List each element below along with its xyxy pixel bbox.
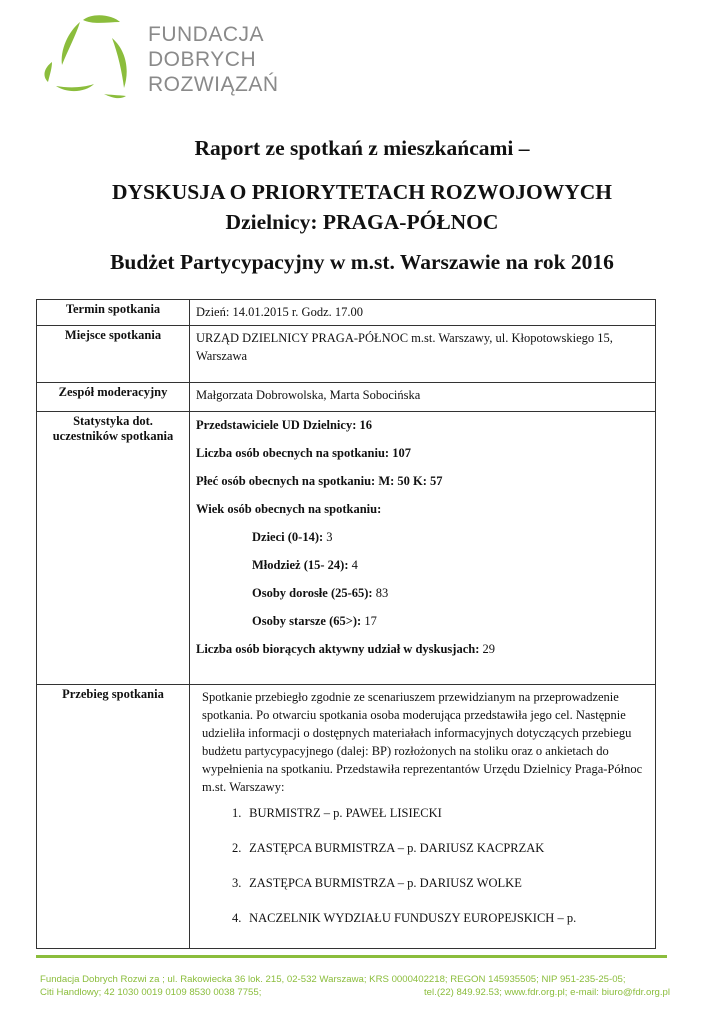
representatives-list (232, 804, 650, 927)
list-item (232, 839, 650, 857)
report-title: Raport ze spotkań z mieszkańcami – (194, 136, 530, 160)
table-row-termin (37, 300, 656, 326)
stat-aktywni-label: Liczba osób biorących aktywny udział w dyskusjach: (196, 642, 480, 656)
stat-wiek-heading: Wiek osób obecnych na spotkaniu: (196, 502, 382, 516)
stat-dorosle (252, 584, 650, 602)
list-item-text: ZASTĘPCA BURMISTRZA – p. DARIUSZ WOLKE (249, 876, 522, 890)
termin-value: Dzień: 14.01.2015 r. Godz. 17.00 (190, 300, 656, 326)
stat-starsze-value: 17 (361, 614, 377, 628)
zespol-value: Małgorzata Dobrowolska, Marta Sobocińska (190, 383, 656, 412)
miejsce-label: Miejsce spotkania (37, 326, 190, 383)
stat-plec: Płeć osób obecnych na spotkaniu: M: 50 K: 57 (196, 474, 443, 488)
footer (40, 973, 670, 999)
stat-mlodziez-value: 4 (348, 558, 358, 572)
miejsce-value: URZĄD DZIELNICY PRAGA-PÓŁNOC m.st. Warszawy, ul. Kłopotowskiego 15, Warszawa (190, 326, 656, 383)
report-title-block (0, 136, 724, 275)
district-title: Dzielnicy: PRAGA-PÓŁNOC (225, 210, 499, 234)
stat-dorosle-label: Osoby dorosłe (25-65): (252, 586, 373, 600)
foundation-logo (38, 10, 288, 105)
list-item-number: 3. (232, 876, 242, 890)
stat-dzieci-value: 3 (323, 530, 333, 544)
logo-line-1: FUNDACJA (148, 23, 265, 46)
statystyka-value (190, 412, 656, 685)
list-item-number: 2. (232, 841, 242, 855)
stat-przedstawiciele: Przedstawiciele UD Dzielnicy: 16 (196, 418, 372, 432)
footer-row-2 (40, 986, 670, 999)
budget-title: Budżet Partycypacyjny w m.st. Warszawie na rok 2016 (110, 250, 614, 274)
stat-dzieci (252, 528, 650, 546)
zespol-label: Zespół moderacyjny (37, 383, 190, 412)
stat-mlodziez-label: Młodzież (15- 24): (252, 558, 349, 572)
list-item-text: ZASTĘPCA BURMISTRZA – p. DARIUSZ KACPRZAK (249, 841, 545, 855)
list-item-text: NACZELNIK WYDZIAŁU FUNDUSZY EUROPEJSKICH – p. (249, 911, 577, 925)
logo-leaves-icon (38, 10, 138, 105)
discussion-title: DYSKUSJA O PRIORYTETACH ROZWOJOWYCH (112, 180, 612, 204)
logo-line-3: ROZWIĄZAŃ (148, 73, 279, 96)
list-item-number: 1. (232, 806, 242, 820)
footer-divider (36, 955, 667, 958)
list-item-number: 4. (232, 911, 242, 925)
list-item (232, 909, 650, 927)
table-row-miejsce (37, 326, 656, 383)
przebieg-text: Spotkanie przebiegło zgodnie ze scenariuszem przewidzianym na przeprowadzenie spotkania. Po otwarciu spotkania osoba moderująca przedstawiła jego cel. Następnie udzieliła informacji o dostępnych materiałach informacyjnych dotyczących przebiegu budżetu partycypacyjnego (dalej: BP) rozłożonych na stoliku oraz o ankietach do wypełnienia na spotkaniu. Przedstawiła reprezentantów Urzędu Dzielnicy Praga-Północ m.st. Warszawy: (202, 690, 643, 794)
stat-aktywni (196, 640, 650, 658)
termin-label: Termin spotkania (37, 300, 190, 326)
table-row-zespol (37, 383, 656, 412)
list-item (232, 874, 650, 892)
report-table (36, 299, 656, 949)
stat-aktywni-value: 29 (479, 642, 495, 656)
stat-mlodziez (252, 556, 650, 574)
table-row-statystyka (37, 412, 656, 685)
przebieg-value (190, 685, 656, 949)
footer-contact: tel.(22) 849.92.53; www.fdr.org.pl; e-mail: biuro@fdr.org.pl (424, 987, 670, 998)
stat-dzieci-label: Dzieci (0-14): (252, 530, 324, 544)
logo-line-2: DOBRYCH (148, 48, 257, 71)
logo-wordmark (148, 22, 279, 97)
footer-bank: Citi Handlowy; 42 1030 0019 0109 8530 0038 7755; (40, 987, 262, 998)
list-item (232, 804, 650, 822)
list-item-text: BURMISTRZ – p. PAWEŁ LISIECKI (249, 806, 442, 820)
stat-dorosle-value: 83 (372, 586, 389, 600)
stat-starsze (252, 612, 650, 630)
table-row-przebieg (37, 685, 656, 949)
stat-starsze-label: Osoby starsze (65>): (252, 614, 362, 628)
statystyka-label: Statystyka dot. uczestników spotkania (37, 412, 190, 685)
przebieg-label: Przebieg spotkania (37, 685, 190, 949)
stat-liczba-osob: Liczba osób obecnych na spotkaniu: 107 (196, 446, 411, 460)
footer-address: Fundacja Dobrych Rozwi za ; ul. Rakowiecka 36 lok. 215, 02-532 Warszawa; KRS 0000402218; REGON 145935505; NIP 951-235-25-05; (40, 974, 626, 985)
